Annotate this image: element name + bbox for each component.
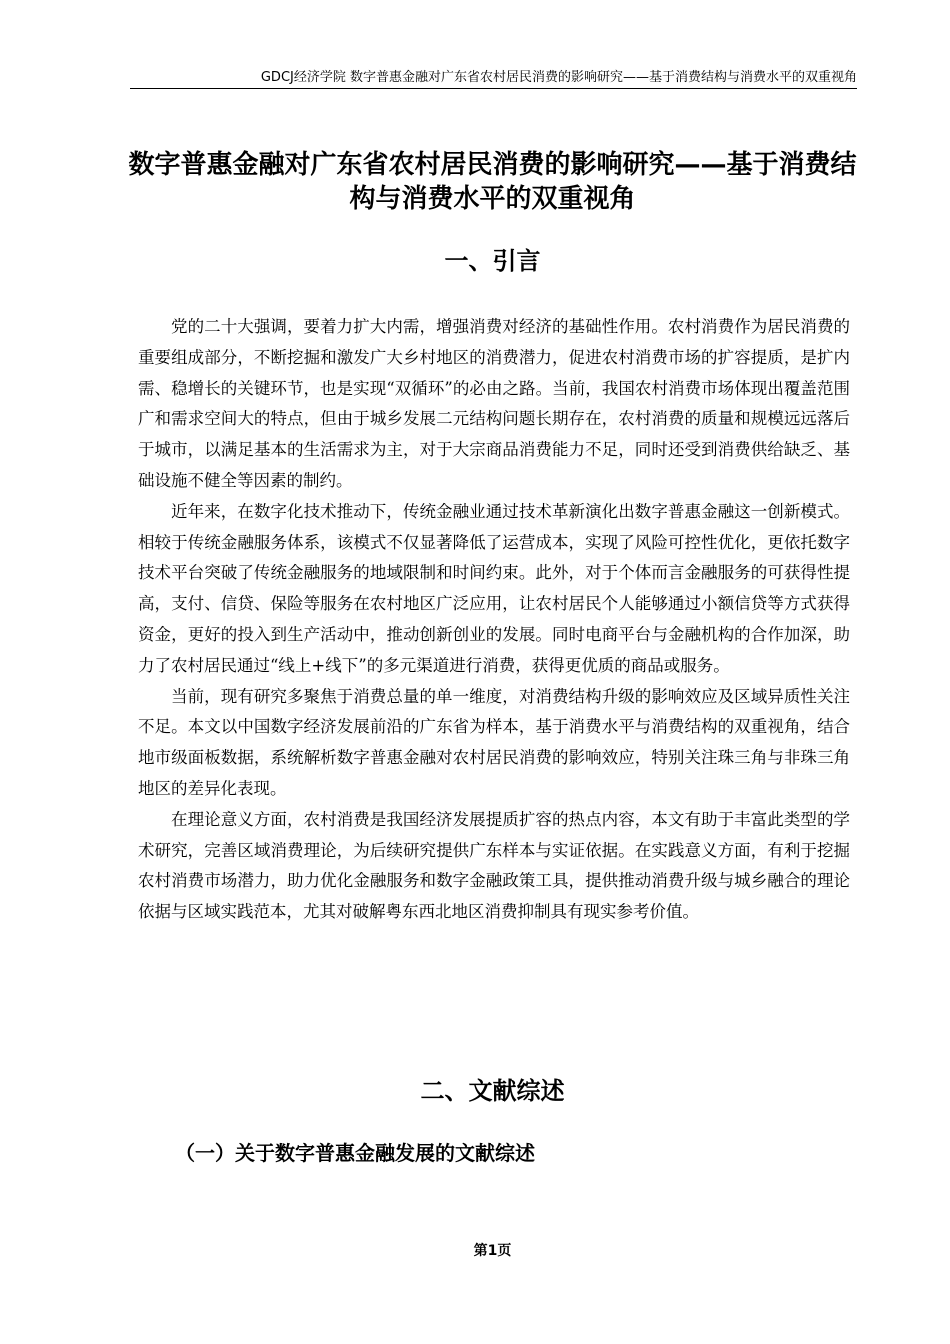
paragraph-4: 在理论意义方面，农村消费是我国经济发展提质扩容的热点内容，本文有助于丰富此类型的学术研究，完善区域消费理论，为后续研究提供广东样本与实证依据。在实践意义方面，有利于挖掘农村消费市场潜力，助力优化金融服务和数字金融政策工具，提供推动消费升级与城乡融合的理论依据与区域实践范本，尤其对破解粤东西北地区消费抑制具有现实参考价值。 (138, 809, 850, 922)
section-heading-introduction: 一、引言 (444, 247, 541, 275)
subsection-heading-digital-finance: （一）关于数字普惠金融发展的文献综述 (175, 1141, 535, 1165)
introduction-body (138, 312, 850, 928)
paragraph-1: 党的二十大强调，要着力扩大内需，增强消费对经济的基础性作用。农村消费作为居民消费的重要组成部分，不断挖掘和激发广大乡村地区的消费潜力，促进农村消费市场的扩容提质，是扩内需、稳增长的关键环节，也是实现“双循环”的必由之路。当前，我国农村消费市场体现出覆盖范围广和需求空间大的特点，但由于城乡发展二元结构问题长期存在，农村消费的质量和规模远远落后于城市，以满足基本的生活需求为主，对于大宗商品消费能力不足，同时还受到消费供给缺乏、基础设施不健全等因素的制约。 (138, 317, 850, 490)
running-header: GDCJ经济学院 数字普惠金融对广东省农村居民消费的影响研究——基于消费结构与消费水平的双重视角 (260, 70, 857, 85)
paper-title: 数字普惠金融对广东省农村居民消费的影响研究——基于消费结构与消费水平的双重视角 (128, 150, 857, 214)
paragraph-2: 近年来，在数字化技术推动下，传统金融业通过技术革新演化出数字普惠金融这一创新模式。相较于传统金融服务体系，该模式不仅显著降低了运营成本，实现了风险可控性优化，更依托数字技术平台突破了传统金融服务的地域限制和时间约束。此外，对于个体而言金融服务的可获得性提高，支付、信贷、保险等服务在农村地区广泛应用，让农村居民个人能够通过小额信贷等方式获得资金，更好的投入到生产活动中，推动创新创业的发展。同时电商平台与金融机构的合作加深，助力了农村居民通过“线上+线下”的多元渠道进行消费，获得更优质的商品或服务。 (138, 501, 850, 675)
page-number: 第1页 (473, 1243, 512, 1259)
header-rule (130, 88, 857, 89)
paragraph-3: 当前，现有研究多聚焦于消费总量的单一维度，对消费结构升级的影响效应及区域异质性关注不足。本文以中国数字经济发展前沿的广东省为样本，基于消费水平与消费结构的双重视角，结合地市级面板数据，系统解析数字普惠金融对农村居民消费的影响效应，特别关注珠三角与非珠三角地区的差异化表现。 (138, 686, 850, 798)
section-heading-literature-review: 二、文献综述 (420, 1077, 565, 1105)
